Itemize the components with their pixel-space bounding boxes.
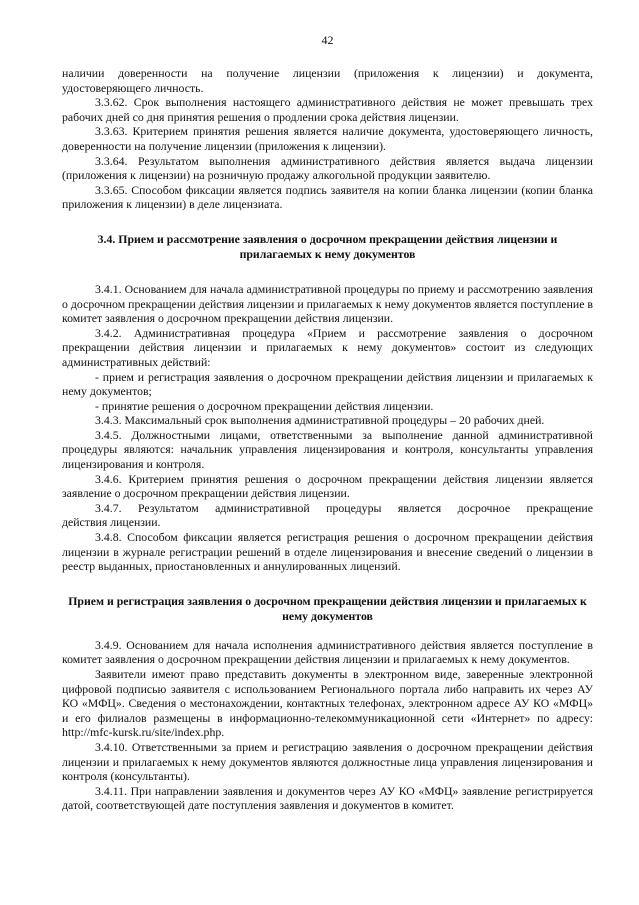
paragraph: - прием и регистрация заявления о досрочном прекращении действия лицензии и прилагаемых к нему документов; (62, 369, 593, 399)
paragraph: 3.4.8. Способом фиксации является регистрация решения о досрочном прекращении действия лицензии в журнале регистрации решений в отделе лицензирования и внесение сведений о лицензии в реестр выданных, приостановленных и аннулированных лицензий. (62, 530, 593, 574)
document-page (62, 32, 593, 813)
paragraph: 3.4.11. При направлении заявления и документов через АУ КО «МФЦ» заявление регистрируется датой, соответствующей дате поступления заявления и документов в комитет. (62, 783, 593, 813)
paragraph: 3.3.65. Способом фиксации является подпись заявителя на копии бланка лицензии (копии бланка приложения к лицензии) в деле лицензиата. (62, 182, 593, 212)
paragraph: 3.3.64. Результатом выполнения административного действия является выдача лицензии (приложения к лицензии) на розничную продажу алкогольной продукции заявителю. (62, 153, 593, 183)
paragraph: 3.4.6. Критерием принятия решения о досрочном прекращении действия лицензии является заявление о досрочном прекращении действия лицензии. (62, 471, 593, 501)
spacer (62, 574, 593, 594)
paragraph: наличии доверенности на получение лицензии (приложения к лицензии) и документа, удостоверяющего личность. (62, 66, 593, 95)
page-number: 42 (321, 33, 334, 47)
paragraph: 3.4.10. Ответственными за прием и регистрацию заявления о досрочном прекращении действия лицензии и прилагаемых к нему документов являются должностные лица управления лицензирования и контроля (консультанты). (62, 739, 593, 784)
paragraph: 3.3.62. Срок выполнения настоящего административного действия не может превышать трех рабочих дней со дня принятия решения о продлении срока действия лицензии. (62, 95, 593, 124)
paragraph: 3.4.1. Основанием для начала административной процедуры по приему и рассмотрению заявления о досрочном прекращении действия лицензии и прилагаемых к нему документов является поступление в комитет заявления о досрочном прекращении действия лицензии. (62, 281, 593, 326)
paragraph: 3.4.5. Должностными лицами, ответственными за выполнение данной административной процедуры являются: начальник управления лицензирования и контроля, консультанты управления лицензирования и контроля. (62, 427, 593, 472)
paragraph: - принятие решения о досрочном прекращении действия лицензии. (95, 398, 434, 413)
paragraph: 3.3.63. Критерием принятия решения является наличие документа, удостоверяющего личность, доверенности на получение лицензии (приложения к лицензии). (62, 124, 593, 153)
paragraph: 3.4.3. Максимальный срок выполнения административной процедуры – 20 рабочих дней. (95, 413, 545, 428)
paragraph: Заявители имеют право представить документы в электронном виде, заверенные электронной цифровой подписью заявителя с использованием Регионального портала либо направить их через АУ КО «МФЦ». Сведения о местонахождении, контактных телефонах, электронном адресе АУ КО «МФЦ» и его филиалов размещены в информационно-телекоммуникационной сети «Интернет» по адресу: http://mfc-kursk.ru/site/index.php. (62, 667, 593, 740)
spacer (62, 262, 593, 282)
paragraph: 3.4.7. Результатом административной процедуры является досрочное прекращение действия лицензии. (62, 500, 593, 530)
spacer (62, 212, 593, 232)
document-body (62, 66, 593, 813)
spacer (62, 624, 593, 638)
section-heading: 3.4. Прием и рассмотрение заявления о досрочном прекращении действия лицензии и прилагаемых к нему документов (97, 231, 558, 261)
paragraph: 3.4.2. Административная процедура «Прием и рассмотрение заявления о досрочном прекращении действия лицензии и прилагаемых к нему документов» состоит из следующих административных действий: (62, 325, 593, 369)
section-heading: Прием и регистрация заявления о досрочном прекращении действия лицензии и прилагаемых к нему документов (68, 593, 587, 623)
paragraph: 3.4.9. Основанием для начала исполнения административного действия является поступление в комитет заявления о досрочном прекращении действия лицензии и прилагаемых к нему документов. (62, 637, 593, 667)
